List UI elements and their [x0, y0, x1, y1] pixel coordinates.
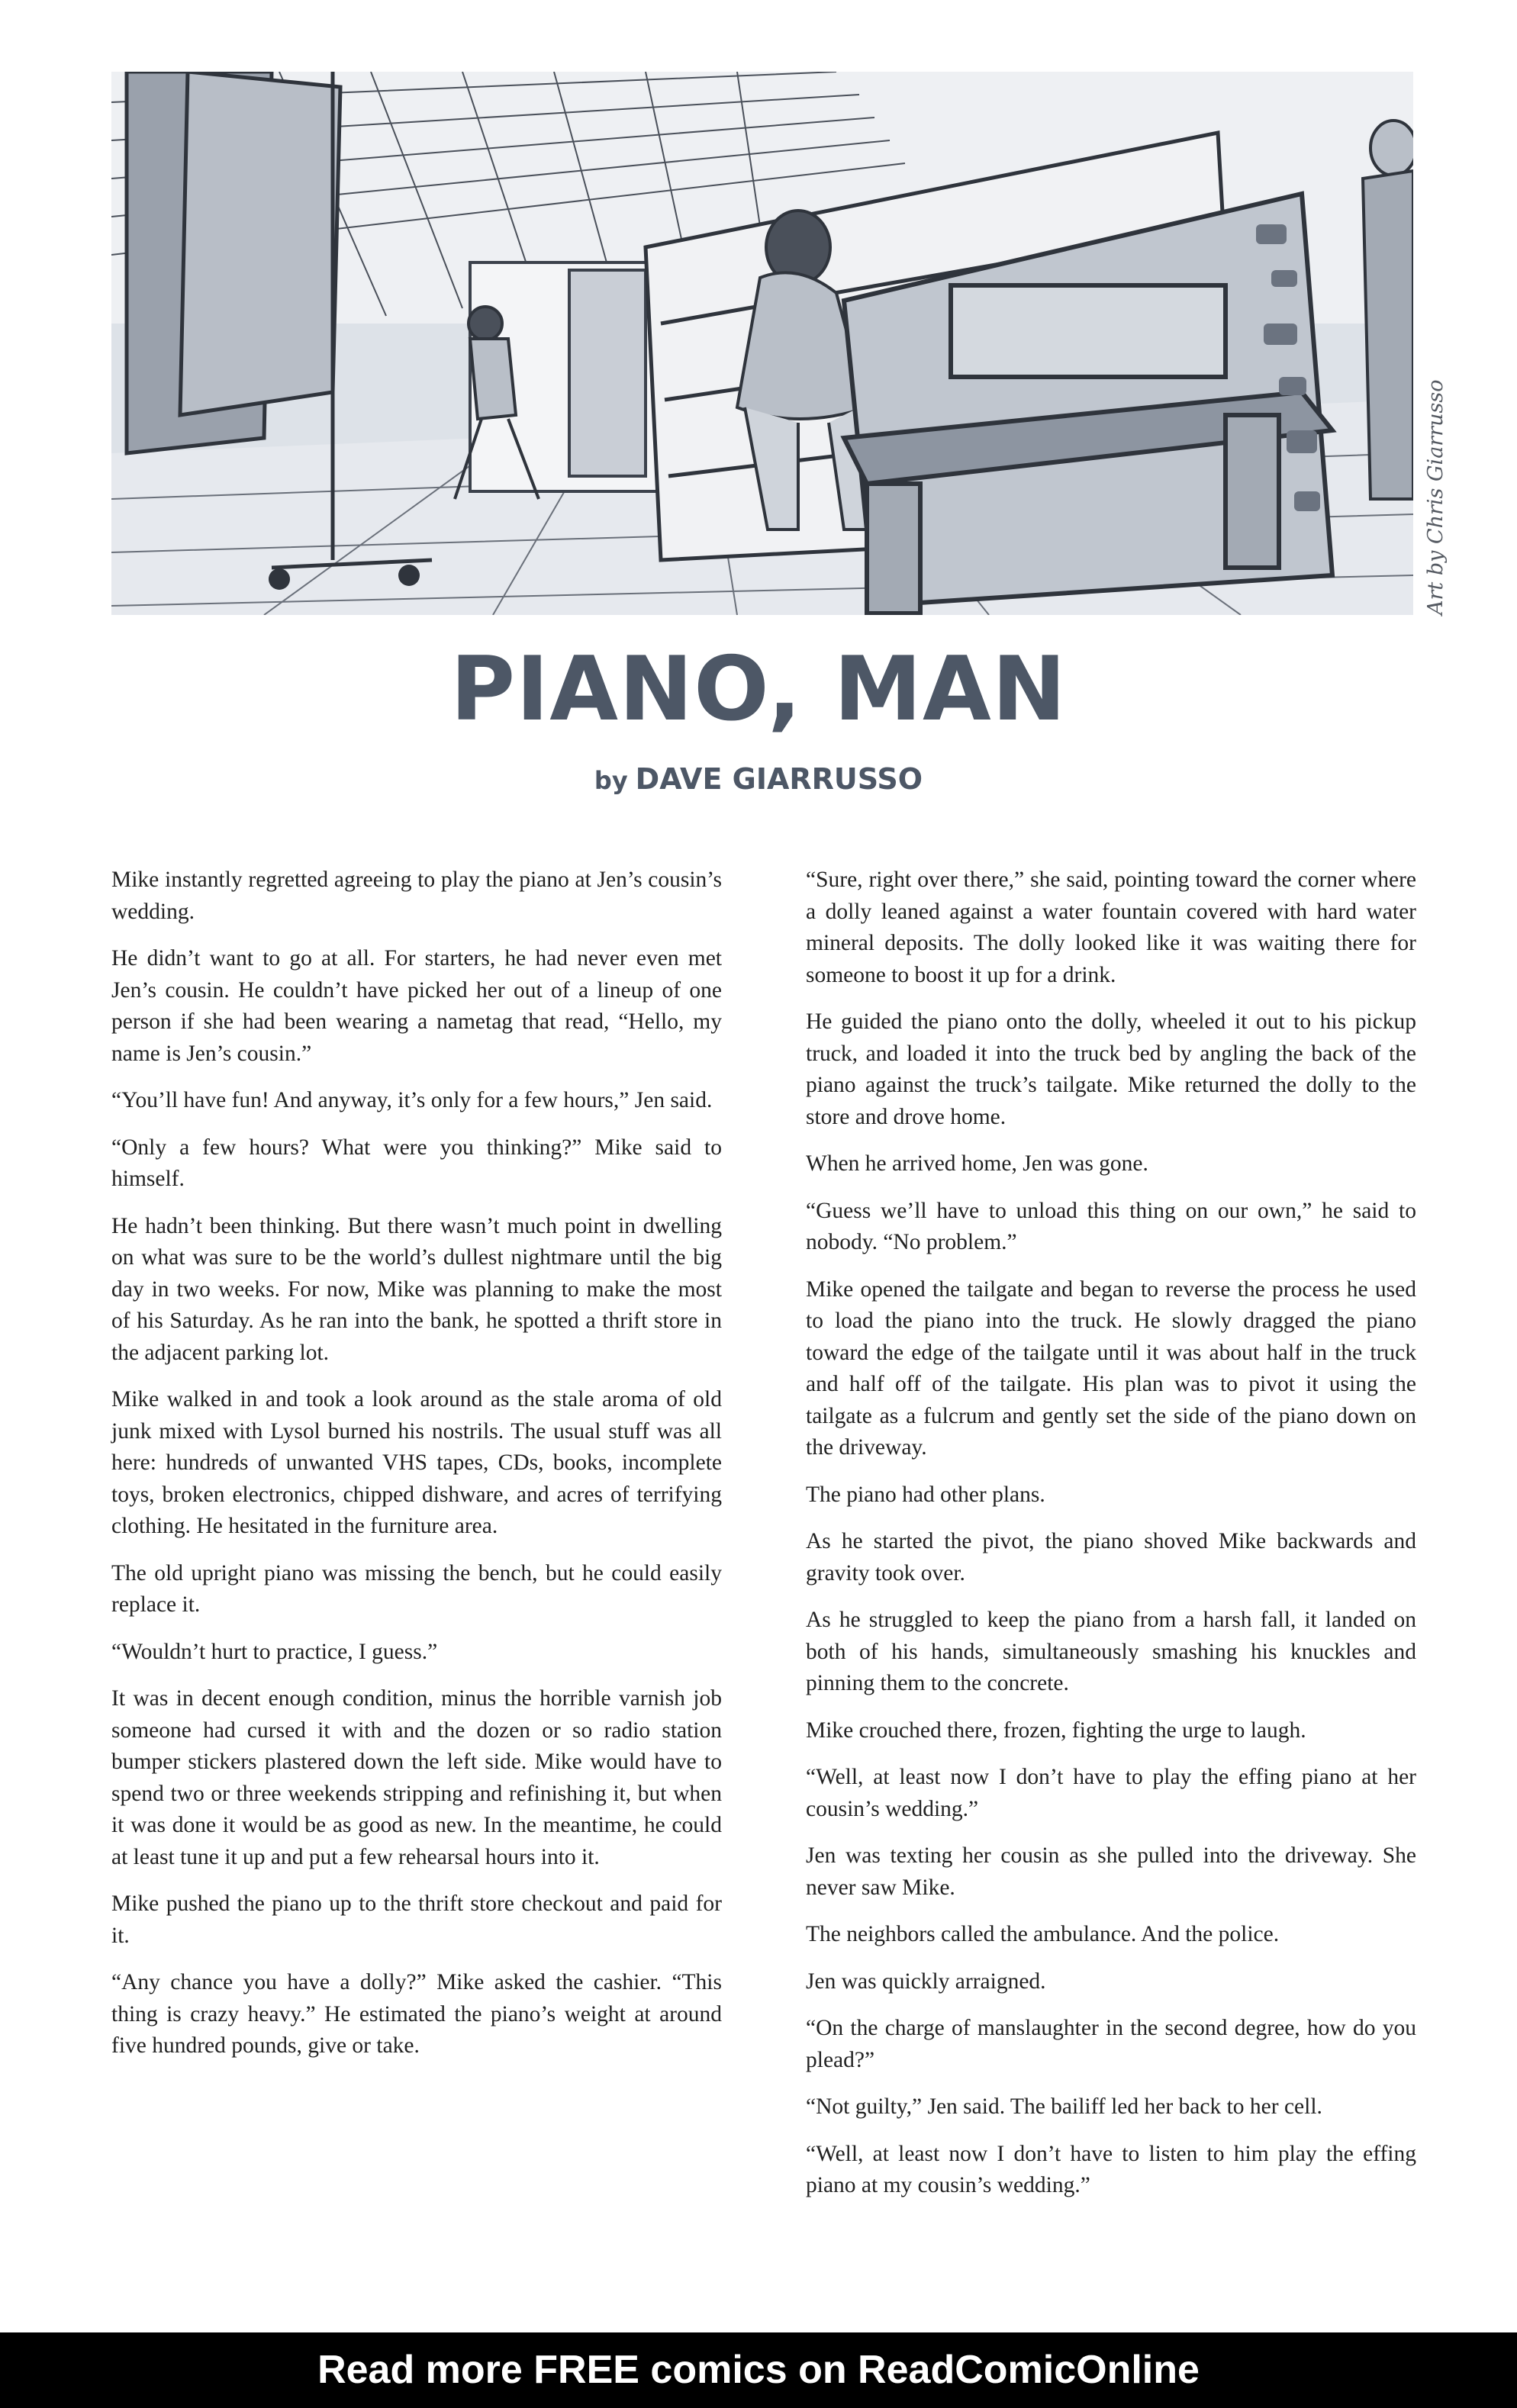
story-paragraph: When he arrived home, Jen was gone. — [806, 1151, 1148, 1176]
story-paragraph: As he struggled to keep the piano from a harsh fall, it landed on both of his hands, simultaneously smashing his knuckles and pinning them to the concrete. — [806, 1608, 1416, 1695]
story-paragraph: Mike crouched there, frozen, fighting the urge to laugh. — [806, 1717, 1306, 1743]
story-paragraph: “Wouldn’t hurt to practice, I guess.” — [111, 1639, 438, 1664]
story-paragraph: The neighbors called the ambulance. And the police. — [806, 1922, 1280, 1946]
story-paragraph: It was in decent enough condition, minus the horrible varnish job someone had cursed it with and the dozen or so radio station bumper stickers plastered down the left side. Mike would have to spend two or three weekends stripping and refinishing it, but when it was done it would be as good as new. In the meantime, he could at least tune it up and put a few rehearsal hours into it. — [111, 1686, 722, 1869]
story-paragraph: “Sure, right over there,” she said, pointing toward the corner where a dolly leaned against a water fountain covered with hard water mineral deposits. The dolly looked like it was waiting there for someone to boost it up for a drink. — [806, 868, 1416, 987]
story-paragraph: Mike pushed the piano up to the thrift store checkout and paid for it. — [111, 1891, 722, 1948]
story-byline — [0, 762, 1517, 796]
author-name: DAVE GIARRUSSO — [635, 762, 923, 796]
story-paragraph: He hadn’t been thinking. But there wasn’t much point in dwelling on what was sure to be the world’s dullest nightmare until the big day in two weeks. For now, Mike was planning to make the most of his Saturday. As he ran into the bank, he spotted a thrift store in the adjacent parking lot. — [111, 1213, 722, 1365]
story-column-right — [806, 864, 1416, 2217]
story-paragraph: “Well, at least now I don’t have to listen to him play the effing piano at my cousin’s wedding.” — [806, 2141, 1416, 2197]
art-credit: Art by Chris Giarrusso — [1424, 379, 1448, 615]
byline-prefix: by — [594, 766, 628, 795]
story-paragraph: As he started the pivot, the piano shoved Mike backwards and gravity took over. — [806, 1529, 1416, 1585]
story-paragraph: “Not guilty,” Jen said. The bailiff led her back to her cell. — [806, 2094, 1322, 2119]
story-paragraph: “Only a few hours? What were you thinking?” Mike said to himself. — [111, 1135, 722, 1191]
story-paragraph: The old upright piano was missing the bench, but he could easily replace it. — [111, 1560, 722, 1617]
story-paragraph: The piano had other plans. — [806, 1482, 1045, 1507]
story-paragraph: Mike walked in and took a look around as the stale aroma of old junk mixed with Lysol burned his nostrils. The usual stuff was all here: hundreds of unwanted VHS tapes, CDs, books, incomplete toys, broken electronics, chipped dishware, and acres of terrifying clothing. He hesitated in the furniture area. — [111, 1387, 722, 1538]
story-paragraph: Mike opened the tailgate and began to reverse the process he used to load the piano into the truck. He slowly dragged the piano toward the edge of the tailgate until it was about half in the truck and half off of the tailgate. His plan was to pivot it using the tailgate as a fulcrum and gently set the side of the piano down on the driveway. — [806, 1276, 1416, 1460]
story-paragraph: He guided the piano onto the dolly, wheeled it out to his pickup truck, and loaded it into the truck bed by angling the back of the piano against the truck’s tailgate. Mike returned the dolly to the store and drove home. — [806, 1009, 1416, 1129]
story-illustration — [111, 72, 1413, 615]
story-paragraph: Mike instantly regretted agreeing to play the piano at Jen’s cousin’s wedding. — [111, 868, 722, 924]
story-paragraph: He didn’t want to go at all. For starters, he had never even met Jen’s cousin. He couldn’t have picked her out of a lineup of one person if she had been wearing a nametag that read, “Hello, my name is Jen’s cousin.” — [111, 946, 722, 1066]
story-paragraph: “Well, at least now I don’t have to play the effing piano at her cousin’s wedding.” — [806, 1765, 1416, 1821]
promo-banner[interactable]: Read more FREE comics on ReadComicOnline — [0, 2332, 1517, 2408]
story-paragraph: “On the charge of manslaughter in the second degree, how do you plead?” — [806, 2016, 1416, 2072]
story-paragraph: Jen was texting her cousin as she pulled into the driveway. She never saw Mike. — [806, 1843, 1416, 1900]
story-paragraph: “Guess we’ll have to unload this thing on our own,” he said to nobody. “No problem.” — [806, 1198, 1416, 1254]
story-title: PIANO, MAN — [450, 638, 1067, 741]
story-paragraph: Jen was quickly arraigned. — [806, 1969, 1046, 1994]
story-column-left — [111, 864, 722, 2078]
thrift-store-scene-illustration — [111, 72, 1413, 615]
story-paragraph: “You’ll have fun! And anyway, it’s only for a few hours,” Jen said. — [111, 1088, 713, 1112]
story-paragraph: “Any chance you have a dolly?” Mike asked the cashier. “This thing is crazy heavy.” He estimated the piano’s weight at around five hundred pounds, give or take. — [111, 1970, 722, 2058]
